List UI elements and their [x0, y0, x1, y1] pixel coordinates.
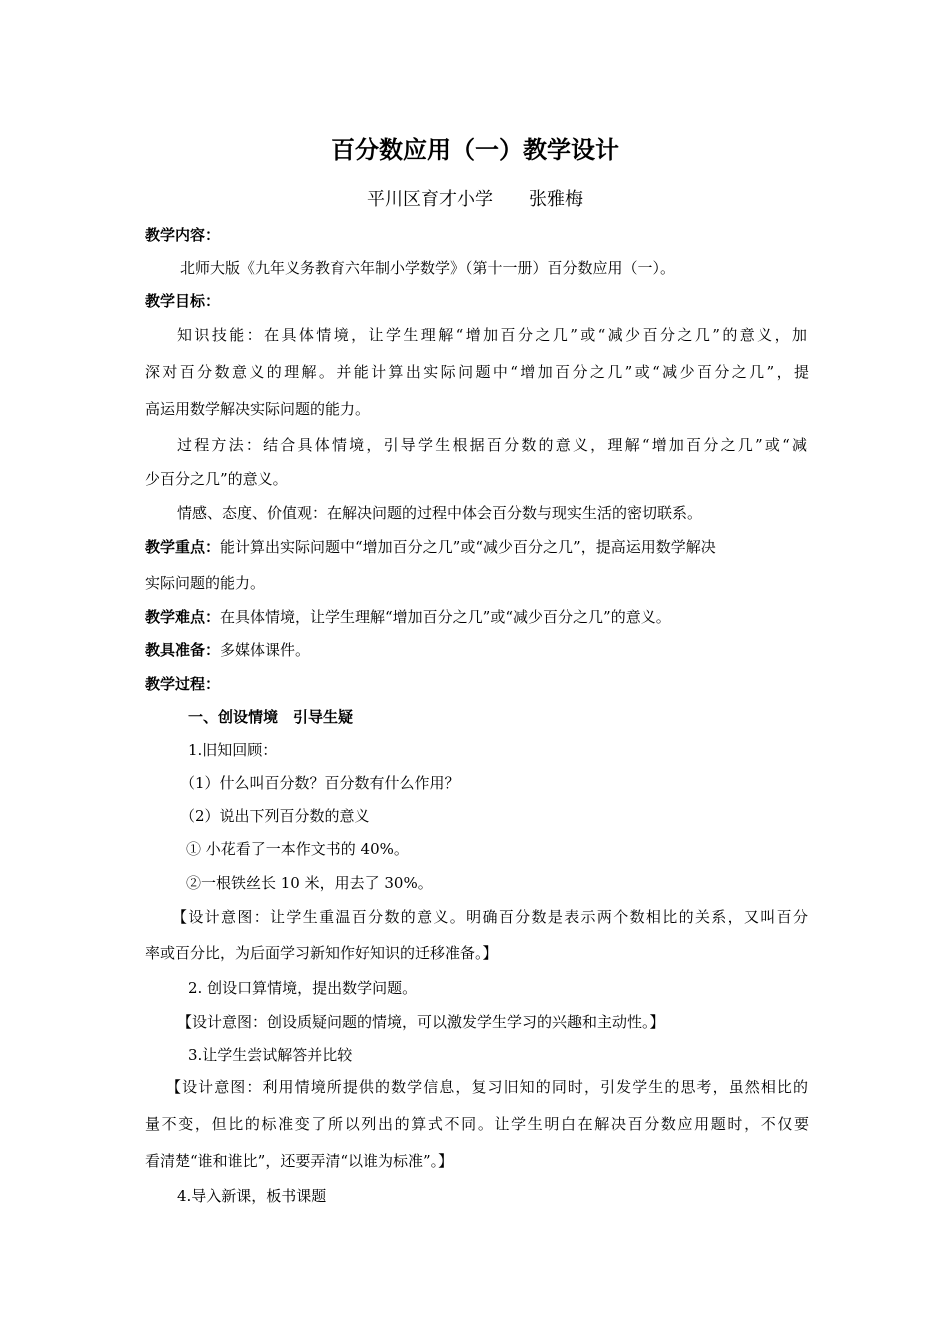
item1-question1: （1）什么叫百分数？百分数有什么作用？: [180, 774, 460, 792]
teaching-tools-label: 教具准备：: [145, 641, 221, 659]
item1-question2-b: ②一根铁丝长 10 米，用去了 30%。: [186, 874, 433, 892]
goal1-line1: 知识技能：在具体情境，让学生理解“增加百分之几”或“减少百分之几”的意义，加: [177, 326, 807, 344]
goal3-text: 情感、态度、价值观：在解决问题的过程中体会百分数与现实生活的密切联系。: [177, 504, 703, 522]
goal1-line2: 深对百分数意义的理解。并能计算出实际问题中“增加百分之几”或“减少百分之几”，提: [145, 363, 809, 381]
document-subtitle: 平川区育才小学 张雅梅: [367, 189, 583, 210]
teaching-tools-text: 多媒体课件。: [220, 641, 311, 659]
item3: 3.让学生尝试解答并比较: [188, 1046, 353, 1064]
intent2: 【设计意图：创设质疑问题的情境，可以激发学生学习的兴趣和主动性。】: [177, 1013, 665, 1031]
key-points-line2: 实际问题的能力。: [145, 574, 266, 592]
difficult-points-label: 教学难点：: [145, 608, 221, 626]
intent1-line1: 【设计意图：让学生重温百分数的意义。明确百分数是表示两个数相比的关系，又叫百分: [172, 908, 808, 926]
intent1-line2: 率或百分比，为后面学习新知作好知识的迁移准备。】: [145, 944, 498, 962]
process-heading: 教学过程：: [145, 675, 221, 693]
goal1-line3: 高运用数学解决实际问题的能力。: [145, 400, 371, 418]
content-heading: 教学内容：: [145, 226, 221, 244]
goals-heading: 教学目标：: [145, 292, 221, 310]
item1: 1.旧知回顾：: [188, 741, 278, 759]
intent3-line2: 量不变，但比的标准变了所以列出的算式不同。让学生明白在解决百分数应用题时，不仅要: [145, 1115, 809, 1133]
key-points-label: 教学重点：: [145, 538, 221, 556]
key-points-line1: [145, 537, 809, 557]
goal2-line2: 少百分之几”的意义。: [145, 470, 288, 488]
difficult-points: [145, 607, 671, 627]
difficult-points-text: 在具体情境，让学生理解“增加百分之几”或“减少百分之几”的意义。: [220, 608, 671, 626]
content-text: 北师大版《九年义务教育六年制小学数学》（第十一册）百分数应用（一）。: [180, 259, 676, 277]
item4: 4.导入新课，板书课题: [177, 1187, 327, 1205]
item2: 2. 创设口算情境，提出数学问题。: [188, 979, 418, 997]
item1-question2: （2）说出下列百分数的意义: [180, 807, 370, 825]
teaching-tools: [145, 640, 310, 660]
item1-question2-a: ① 小花看了一本作文书的 40%。: [186, 840, 409, 858]
key-points-text: 能计算出实际问题中“增加百分之几”或“减少百分之几”，提高运用数学解决: [220, 538, 716, 556]
intent3-line3: 看清楚“谁和谁比”，还要弄清“以谁为标准”。】: [145, 1152, 454, 1170]
document-title: 百分数应用（一）教学设计: [331, 136, 619, 164]
goal2-line1: 过程方法：结合具体情境，引导学生根据百分数的意义，理解“增加百分之几”或“减: [177, 436, 807, 454]
section1-heading: 一、创设情境 引导生疑: [188, 708, 354, 726]
intent3-line1: 【设计意图：利用情境所提供的数学信息，复习旧知的同时，引发学生的思考，虽然相比的: [166, 1078, 808, 1096]
